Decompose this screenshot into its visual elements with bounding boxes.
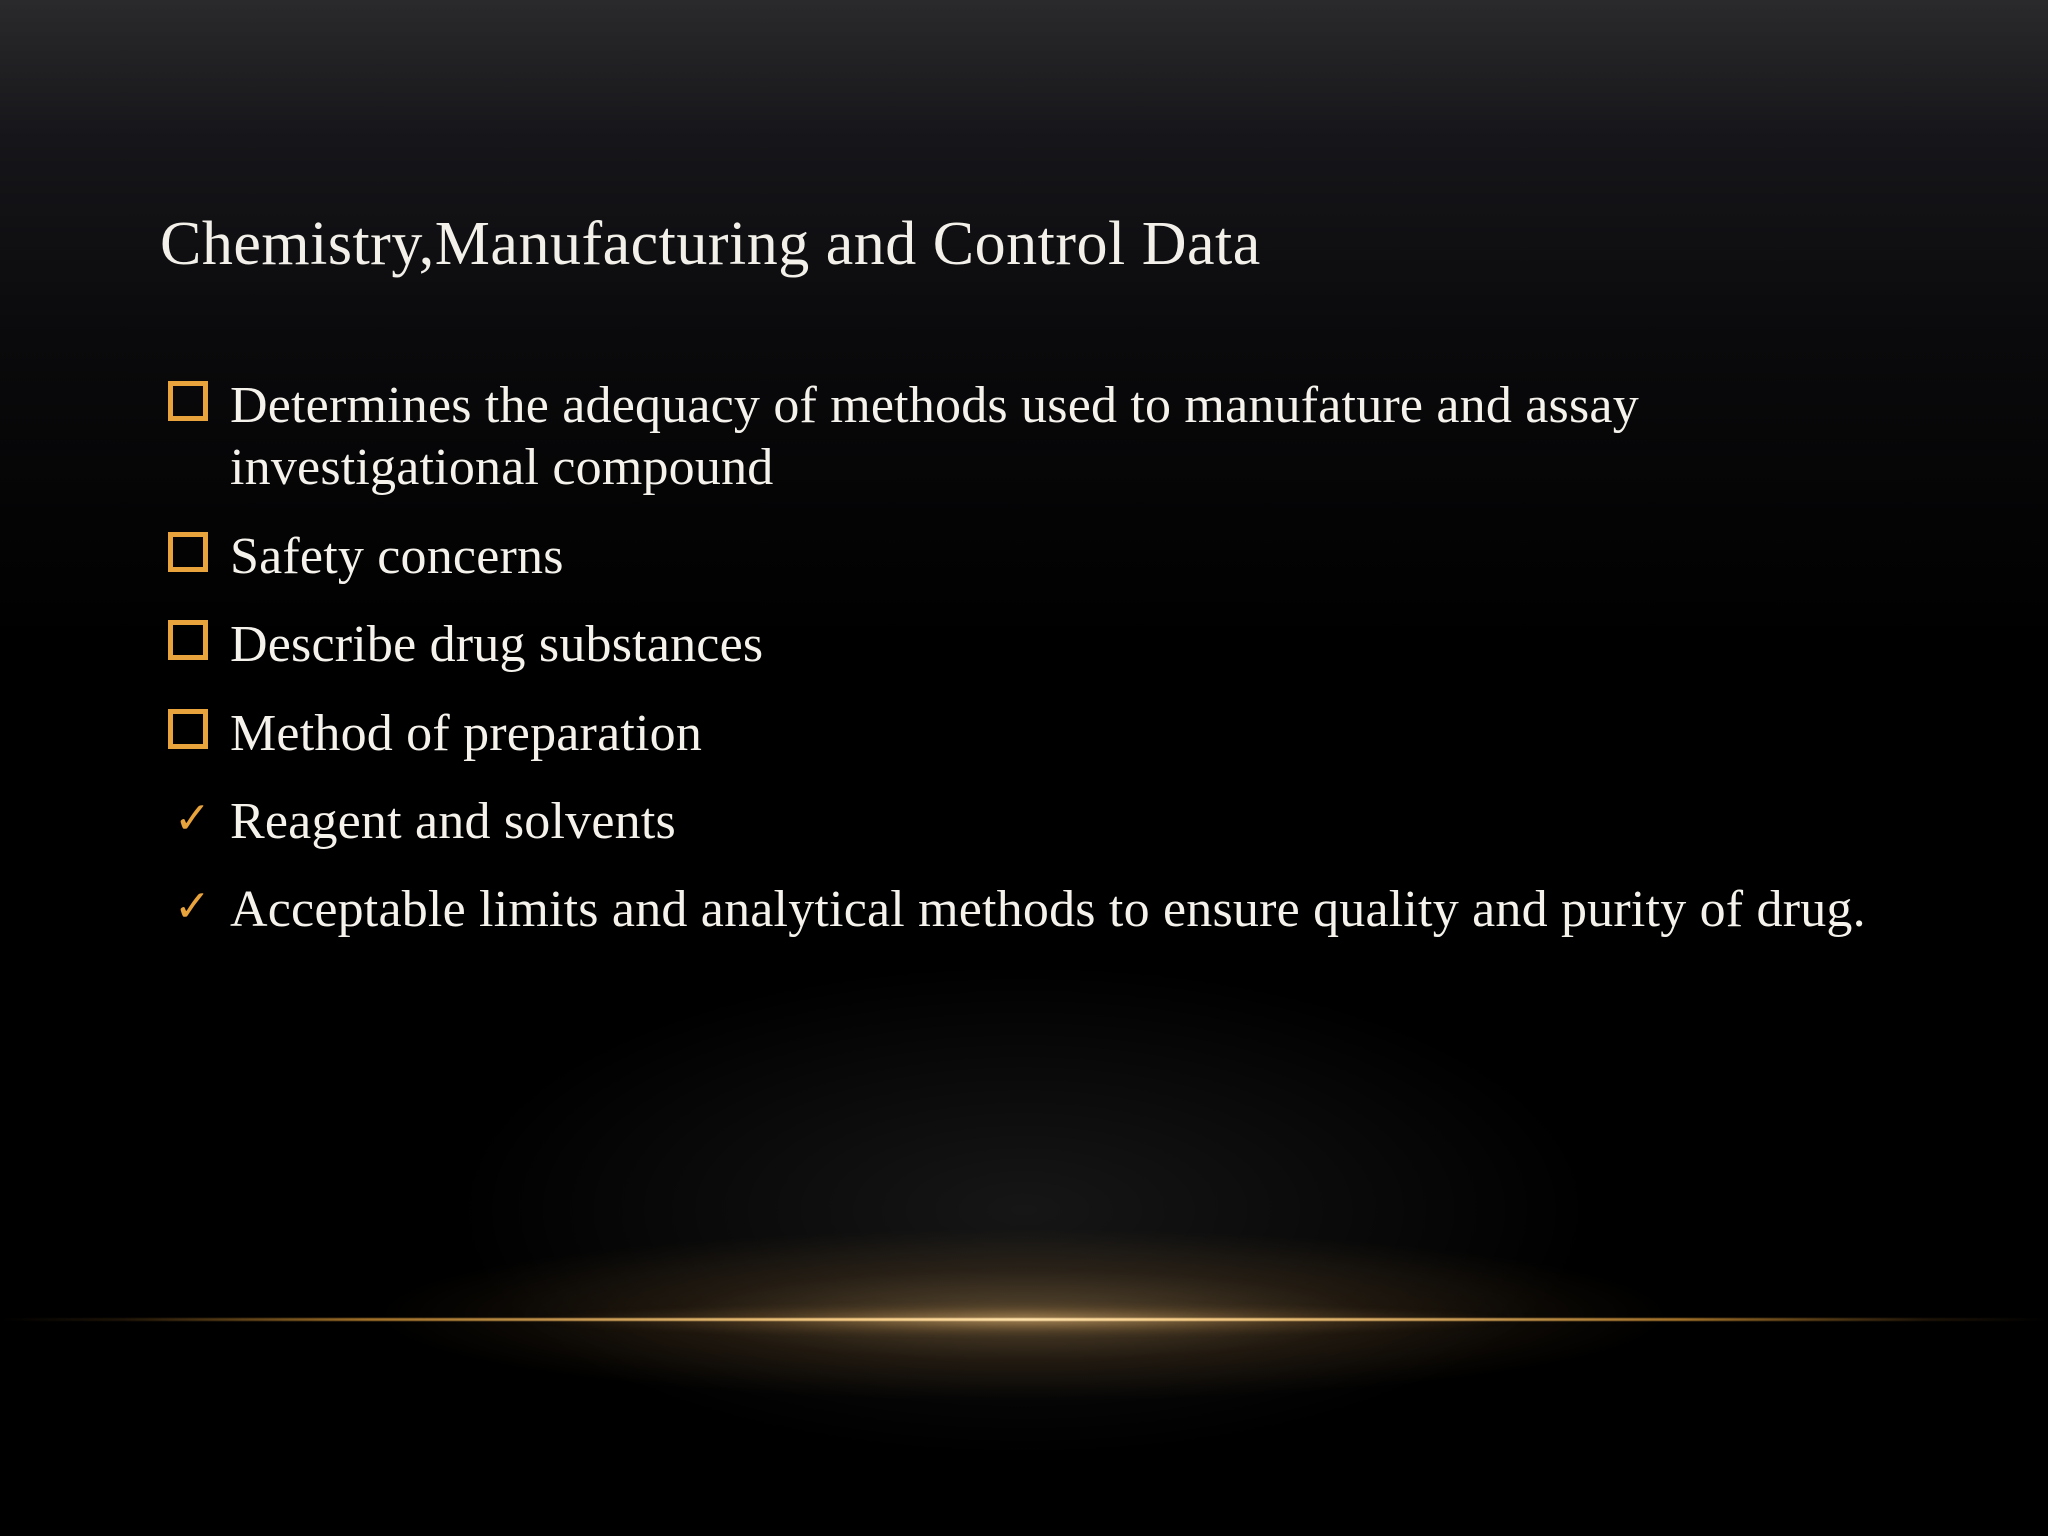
list-item bbox=[160, 791, 1950, 853]
horizon-line-decoration bbox=[0, 1318, 2048, 1321]
list-item bbox=[160, 526, 1950, 588]
square-bullet-icon bbox=[160, 614, 230, 673]
square-bullet-icon bbox=[160, 703, 230, 762]
bullet-list bbox=[160, 375, 1950, 968]
square-bullet-icon bbox=[160, 526, 230, 585]
list-item-text: Describe drug substances bbox=[230, 616, 764, 674]
slide-title: Chemistry,Manufacturing and Control Data bbox=[160, 210, 1261, 278]
checkmark-icon: ✓ bbox=[174, 882, 211, 932]
list-item-text: Method of preparation bbox=[230, 704, 703, 762]
list-item bbox=[160, 614, 1950, 676]
list-item-text: Acceptable limits and analytical methods to ensure quality and purity of drug. bbox=[230, 881, 1866, 939]
list-item bbox=[160, 375, 1950, 500]
list-item-text: Determines the adequacy of methods used to manufature and assay investigational compound bbox=[230, 377, 1639, 497]
list-item bbox=[160, 879, 1950, 941]
checkmark-icon: ✓ bbox=[174, 793, 211, 843]
list-item bbox=[160, 703, 1950, 765]
list-item-text: Safety concerns bbox=[230, 527, 564, 585]
square-bullet-icon bbox=[160, 375, 230, 434]
list-item-text: Reagent and solvents bbox=[230, 792, 676, 850]
